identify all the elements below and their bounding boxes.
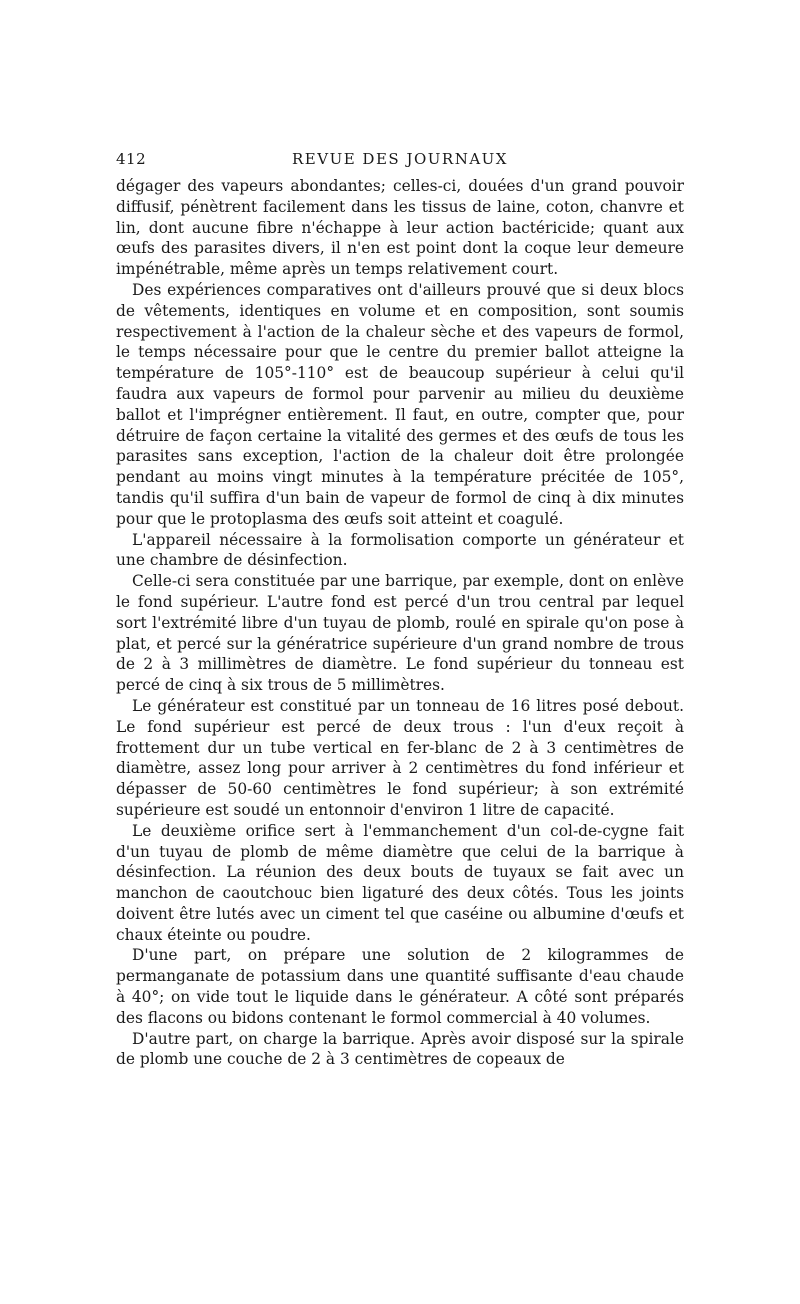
document-page <box>116 150 684 1070</box>
paragraph-appareil: L'appareil nécessaire à la formolisation comporte un générateur et une chambre de désinfection. <box>116 530 684 570</box>
paragraph-col-de-cygne: Le deuxième orifice sert à l'emmanchement d'un col-de-cygne fait d'un tuyau de plomb de même diamètre que celui de la barrique à désinfection. La réunion des deux bouts de tuyaux se fait avec un manchon de caoutchouc bien ligaturé des deux côtés. Tous les joints doivent être lutés avec un ciment tel que caséine ou albumine d'œufs et chaux éteinte ou poudre. <box>116 821 684 944</box>
paragraph-experiences: Des expériences comparatives ont d'ailleurs prouvé que si deux blocs de vêtements, identiques en volume et en composition, sont soumis respectivement à l'action de la chaleur sèche et des vapeurs de formol, le temps nécessaire pour que le centre du premier ballot atteigne la température de 105°-110° est de beaucoup supérieur à celui qu'il faudra aux vapeurs de formol pour parvenir au milieu du deuxième ballot et l'imprégner entièrement. Il faut, en outre, compter que, pour détruire de façon certaine la vitalité des germes et des œufs de tous les parasites sans exception, l'action de la chaleur doit être prolongée pendant au moins vingt minutes à la température précitée de 105°, tandis qu'il suffira d'un bain de vapeur de formol de cinq à dix minutes pour que le protoplasma des œufs soit atteint et coagulé. <box>116 280 684 528</box>
paragraph-generateur: Le générateur est constitué par un tonneau de 16 litres posé debout. Le fond supérieur est percé de deux trous : l'un d'eux reçoit à frottement dur un tube vertical en fer-blanc de 2 à 3 centimètres de diamètre, assez long pour arriver à 2 centimètres du fond inférieur et dépasser de 50-60 centimètres le fond supérieur; à son extrémité supérieure est soudé un entonnoir d'environ 1 litre de capacité. <box>116 696 684 819</box>
body-text <box>116 176 684 1070</box>
paragraph-vapeurs: dégager des vapeurs abondantes; celles-ci, douées d'un grand pouvoir diffusif, pénètrent facilement dans les tissus de laine, coton, chanvre et lin, dont aucune fibre n'échappe à leur action bactéricide; quant aux œufs des parasites divers, il n'en est point dont la coque leur demeure impénétrable, même après un temps relativement court. <box>116 177 684 279</box>
journal-title: REVUE DES JOURNAUX <box>292 150 508 168</box>
paragraph-chargement: D'autre part, on charge la barrique. Après avoir disposé sur la spirale de plomb une couche de 2 à 3 centimètres de copeaux de <box>116 1029 684 1069</box>
page-number: 412 <box>116 150 147 168</box>
paragraph-permanganate: D'une part, on prépare une solution de 2 kilogrammes de permanganate de potassium dans une quantité suffisante d'eau chaude à 40°; on vide tout le liquide dans le générateur. A côté sont préparés des flacons ou bidons contenant le formol commercial à 40 volumes. <box>116 946 684 1027</box>
paragraph-barrique: Celle-ci sera constituée par une barrique, par exemple, dont on enlève le fond supérieur. L'autre fond est percé d'un trou central par lequel sort l'extrémité libre d'un tuyau de plomb, roulé en spirale qu'on pose à plat, et percé sur la génératrice supérieure d'un grand nombre de trous de 2 à 3 millimètres de diamètre. Le fond supérieur du tonneau est percé de cinq à six trous de 5 millimètres. <box>116 572 684 695</box>
running-head <box>116 150 684 176</box>
